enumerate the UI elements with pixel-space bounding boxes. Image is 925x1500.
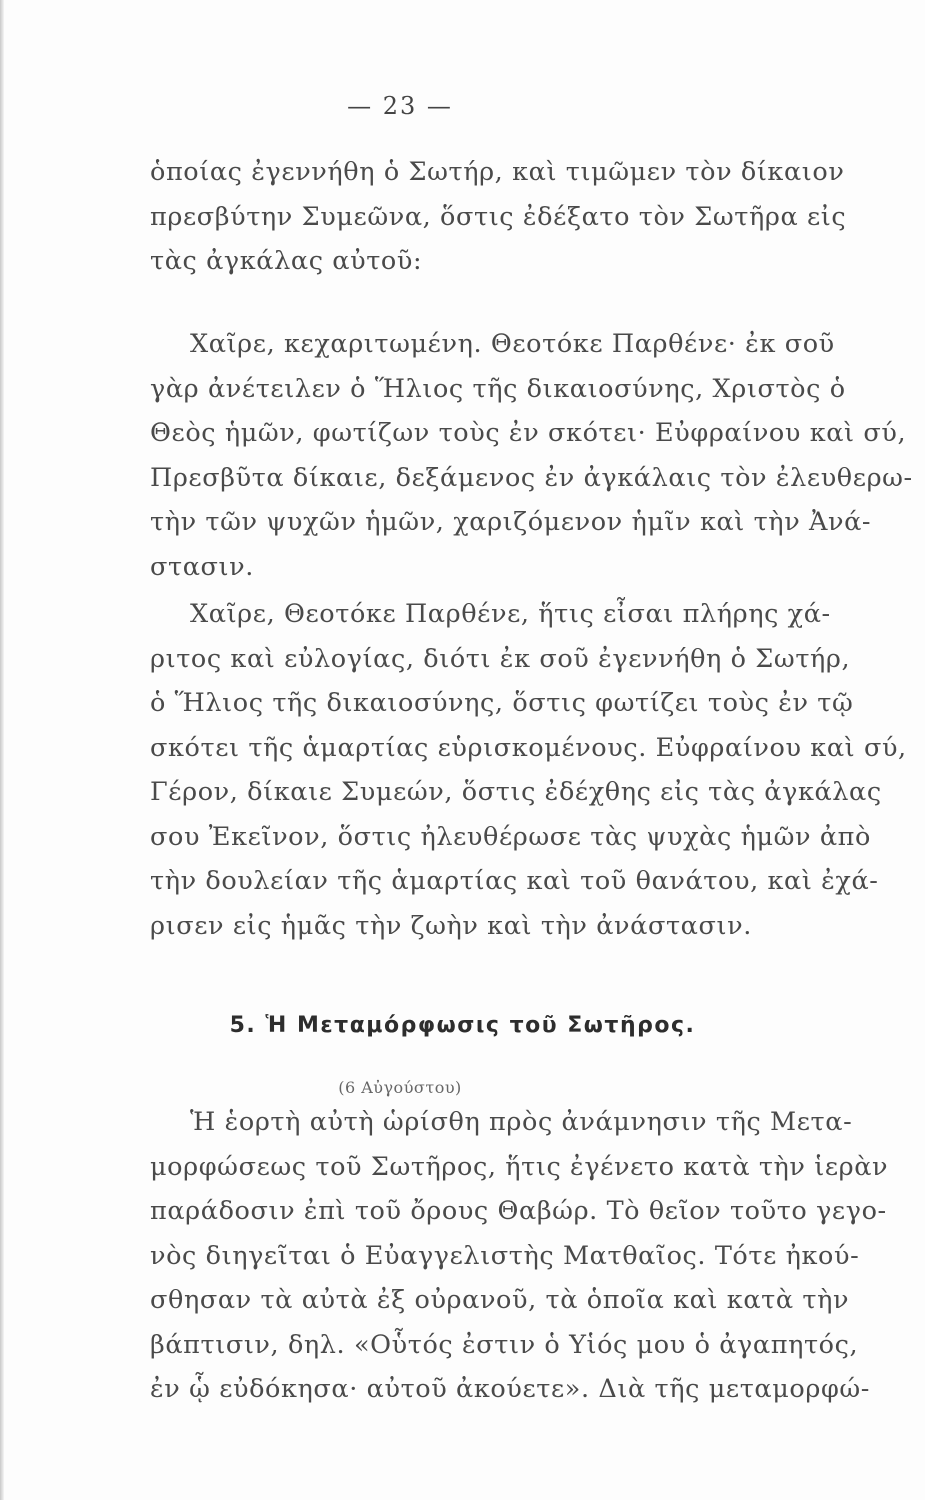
text-line: ὁ Ἥλιος τῆς δικαιοσύνης, ὅστις φωτίζει τοὺς ἐν τῷ: [150, 688, 854, 718]
text-line: τὰς ἀγκάλας αὐτοῦ:: [150, 246, 423, 276]
text-line: σου Ἐκεῖνον, ὅστις ἠλευθέρωσε τὰς ψυχὰς ἡμῶν ἀπὸ: [150, 821, 871, 852]
text-line: ρισεν εἰς ἡμᾶς τὴν ζωὴν καὶ τὴν ἀνάστασιν.: [150, 910, 752, 941]
text-line: σθησαν τὰ αὐτὰ ἐξ οὐρανοῦ, τὰ ὁποῖα καὶ κατὰ τὴν: [150, 1285, 850, 1315]
text-line: Πρεσβῦτα δίκαιε, δεξάμενος ἐν ἀγκάλαις τὸν ἐλευθερω-: [150, 462, 913, 493]
text-line: γὰρ ἀνέτειλεν ὁ Ἥλιος τῆς δικαιοσύνης, Χριστὸς ὁ: [150, 373, 846, 404]
paragraph-1: [150, 150, 847, 284]
text-line: πρεσβύτην Συμεῶνα, ὅστις ἐδέξατο τὸν Σωτῆρα εἰς: [150, 201, 847, 232]
text-line: μορφώσεως τοῦ Σωτῆρος, ἥτις ἐγένετο κατὰ τὴν ἱερὰν: [150, 1151, 889, 1182]
text-line: Ἡ ἑορτὴ αὐτὴ ὡρίσθη πρὸς ἀνάμνησιν τῆς Μετα-: [190, 1107, 853, 1137]
text-line: Χαῖρε, κεχαριτωμένη. Θεοτόκε Παρθένε· ἐκ σοῦ: [190, 329, 835, 359]
text-line: τὴν δουλείαν τῆς ἁμαρτίας καὶ τοῦ θανάτου, καὶ ἐχά-: [150, 866, 879, 896]
text-line: ὁποίας ἐγεννήθη ὁ Σωτήρ, καὶ τιμῶμεν τὸν δίκαιον: [150, 157, 845, 187]
section-heading: 5. Ἡ Μεταμόρφωσις τοῦ Σωτῆρος.: [229, 1013, 696, 1038]
page-number: — 23 —: [347, 92, 453, 120]
text-line: στασιν.: [150, 551, 254, 582]
text-line: Θεὸς ἡμῶν, φωτίζων τοὺς ἐν σκότει· Εὐφραίνου καὶ σύ,: [150, 418, 907, 448]
text-line: Χαῖρε, Θεοτόκε Παρθένε, ἥτις εἶσαι πλήρης χά-: [190, 599, 831, 629]
paragraph-3: [150, 592, 907, 948]
text-line: βάπτισιν, δηλ. «Οὗτός ἐστιν ὁ Υἱός μου ὁ ἀγαπητός,: [150, 1329, 859, 1360]
text-line: νὸς διηγεῖται ὁ Εὐαγγελιστὴς Ματθαῖος. Τότε ἠκού-: [150, 1240, 860, 1271]
paragraph-2: [150, 322, 913, 589]
text-line: ἐν ᾧ εὐδόκησα· αὐτοῦ ἀκούετε». Διὰ τῆς μεταμορφώ-: [150, 1374, 871, 1404]
text-line: σκότει τῆς ἁμαρτίας εὑρισκομένους. Εὐφραίνου καὶ σύ,: [150, 732, 907, 763]
paragraph-4: [150, 1100, 889, 1412]
page-edge-shadow: [0, 0, 4, 1500]
text-line: Γέρον, δίκαιε Συμεών, ὅστις ἐδέχθης εἰς τὰς ἀγκάλας: [150, 777, 882, 807]
text-line: παράδοσιν ἐπὶ τοῦ ὄρους Θαβώρ. Τὸ θεῖον τοῦτο γεγο-: [150, 1196, 887, 1226]
text-line: ριτος καὶ εὐλογίας, διότι ἐκ σοῦ ἐγεννήθη ὁ Σωτήρ,: [150, 643, 851, 674]
section-date: (6 Αὐγούστου): [338, 1078, 462, 1097]
text-line: τὴν τῶν ψυχῶν ἡμῶν, χαριζόμενον ἡμῖν καὶ τὴν Ἀνά-: [150, 507, 872, 537]
